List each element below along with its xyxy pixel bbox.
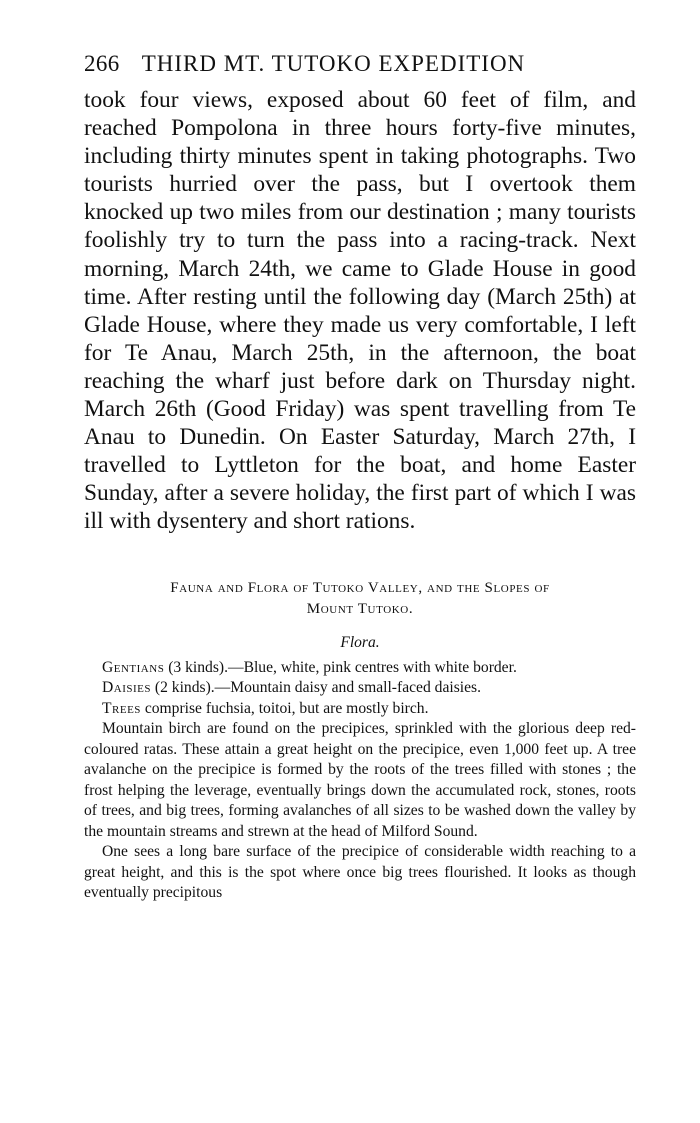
paragraph-bare-surface: One sees a long bare surface of the precipice of considerable width reaching to a great height, and this is the spot where once big trees flourished. It looks as though eventually precipitous bbox=[84, 843, 636, 901]
section-heading-line-2: Mount Tutoko. bbox=[306, 600, 414, 617]
entry-lead: Trees bbox=[102, 699, 141, 717]
entry-lead: Gentians bbox=[102, 658, 165, 676]
main-text-block bbox=[84, 86, 636, 536]
entry-daisies bbox=[84, 678, 636, 699]
page-number: 266 bbox=[84, 51, 120, 76]
flora-text-block bbox=[84, 658, 636, 904]
entry-gentians bbox=[84, 658, 636, 679]
paragraph-mountain-birch: Mountain birch are found on the precipices, sprinkled with the glorious deep red-coloured ratas. These attain a great height on the precipice, even 1,000 feet up. A tree avalanche on the precipice is formed by the roots of the trees filled with stones ; the frost helping the leverage, eventually brings down the accumulated rock, stones, roots of trees, and big trees, forming avalanches of all sizes to be washed down the valley by the mountain streams and strewn at the head of Milford Sound. bbox=[84, 720, 636, 840]
body-paragraph: took four views, exposed about 60 feet of film, and reached Pompolona in three hours forty-five minutes, including thirty minutes spent in taking photographs. Two tourists hurried over the pass, but I overtook them knocked up two miles from our destination ; many tourists foolishly try to turn the pass into a racing-track. Next morning, March 24th, we came to Glade House in good time. After resting until the following day (March 25th) at Glade House, where they made us very comfortable, I left for Te Anau, March 25th, in the afternoon, the boat reaching the wharf just before dark on Thursday night. March 26th (Good Friday) was spent travelling from Te Anau to Dunedin. On Easter Saturday, March 27th, I travelled to Lyttleton for the boat, and home Easter Sunday, after a severe holiday, the first part of which I was ill with dysentery and short rations. bbox=[84, 87, 636, 535]
section-heading bbox=[84, 578, 636, 620]
entry-lead: Daisies bbox=[102, 679, 151, 696]
running-head bbox=[84, 44, 636, 84]
section-heading-line-1: Fauna and Flora of Tutoko Valley, and the Slopes of bbox=[170, 579, 550, 596]
entry-text: (2 kinds).—Mountain daisy and small-faced daisies. bbox=[151, 679, 481, 696]
entry-text: comprise fuchsia, toitoi, but are mostly birch. bbox=[140, 699, 429, 717]
entry-trees bbox=[84, 699, 636, 720]
running-head-title: THIRD MT. TUTOKO EXPEDITION bbox=[141, 51, 526, 76]
subheading-flora: Flora. bbox=[340, 633, 380, 651]
entry-text: (3 kinds).—Blue, white, pink centres with white border. bbox=[164, 658, 517, 676]
